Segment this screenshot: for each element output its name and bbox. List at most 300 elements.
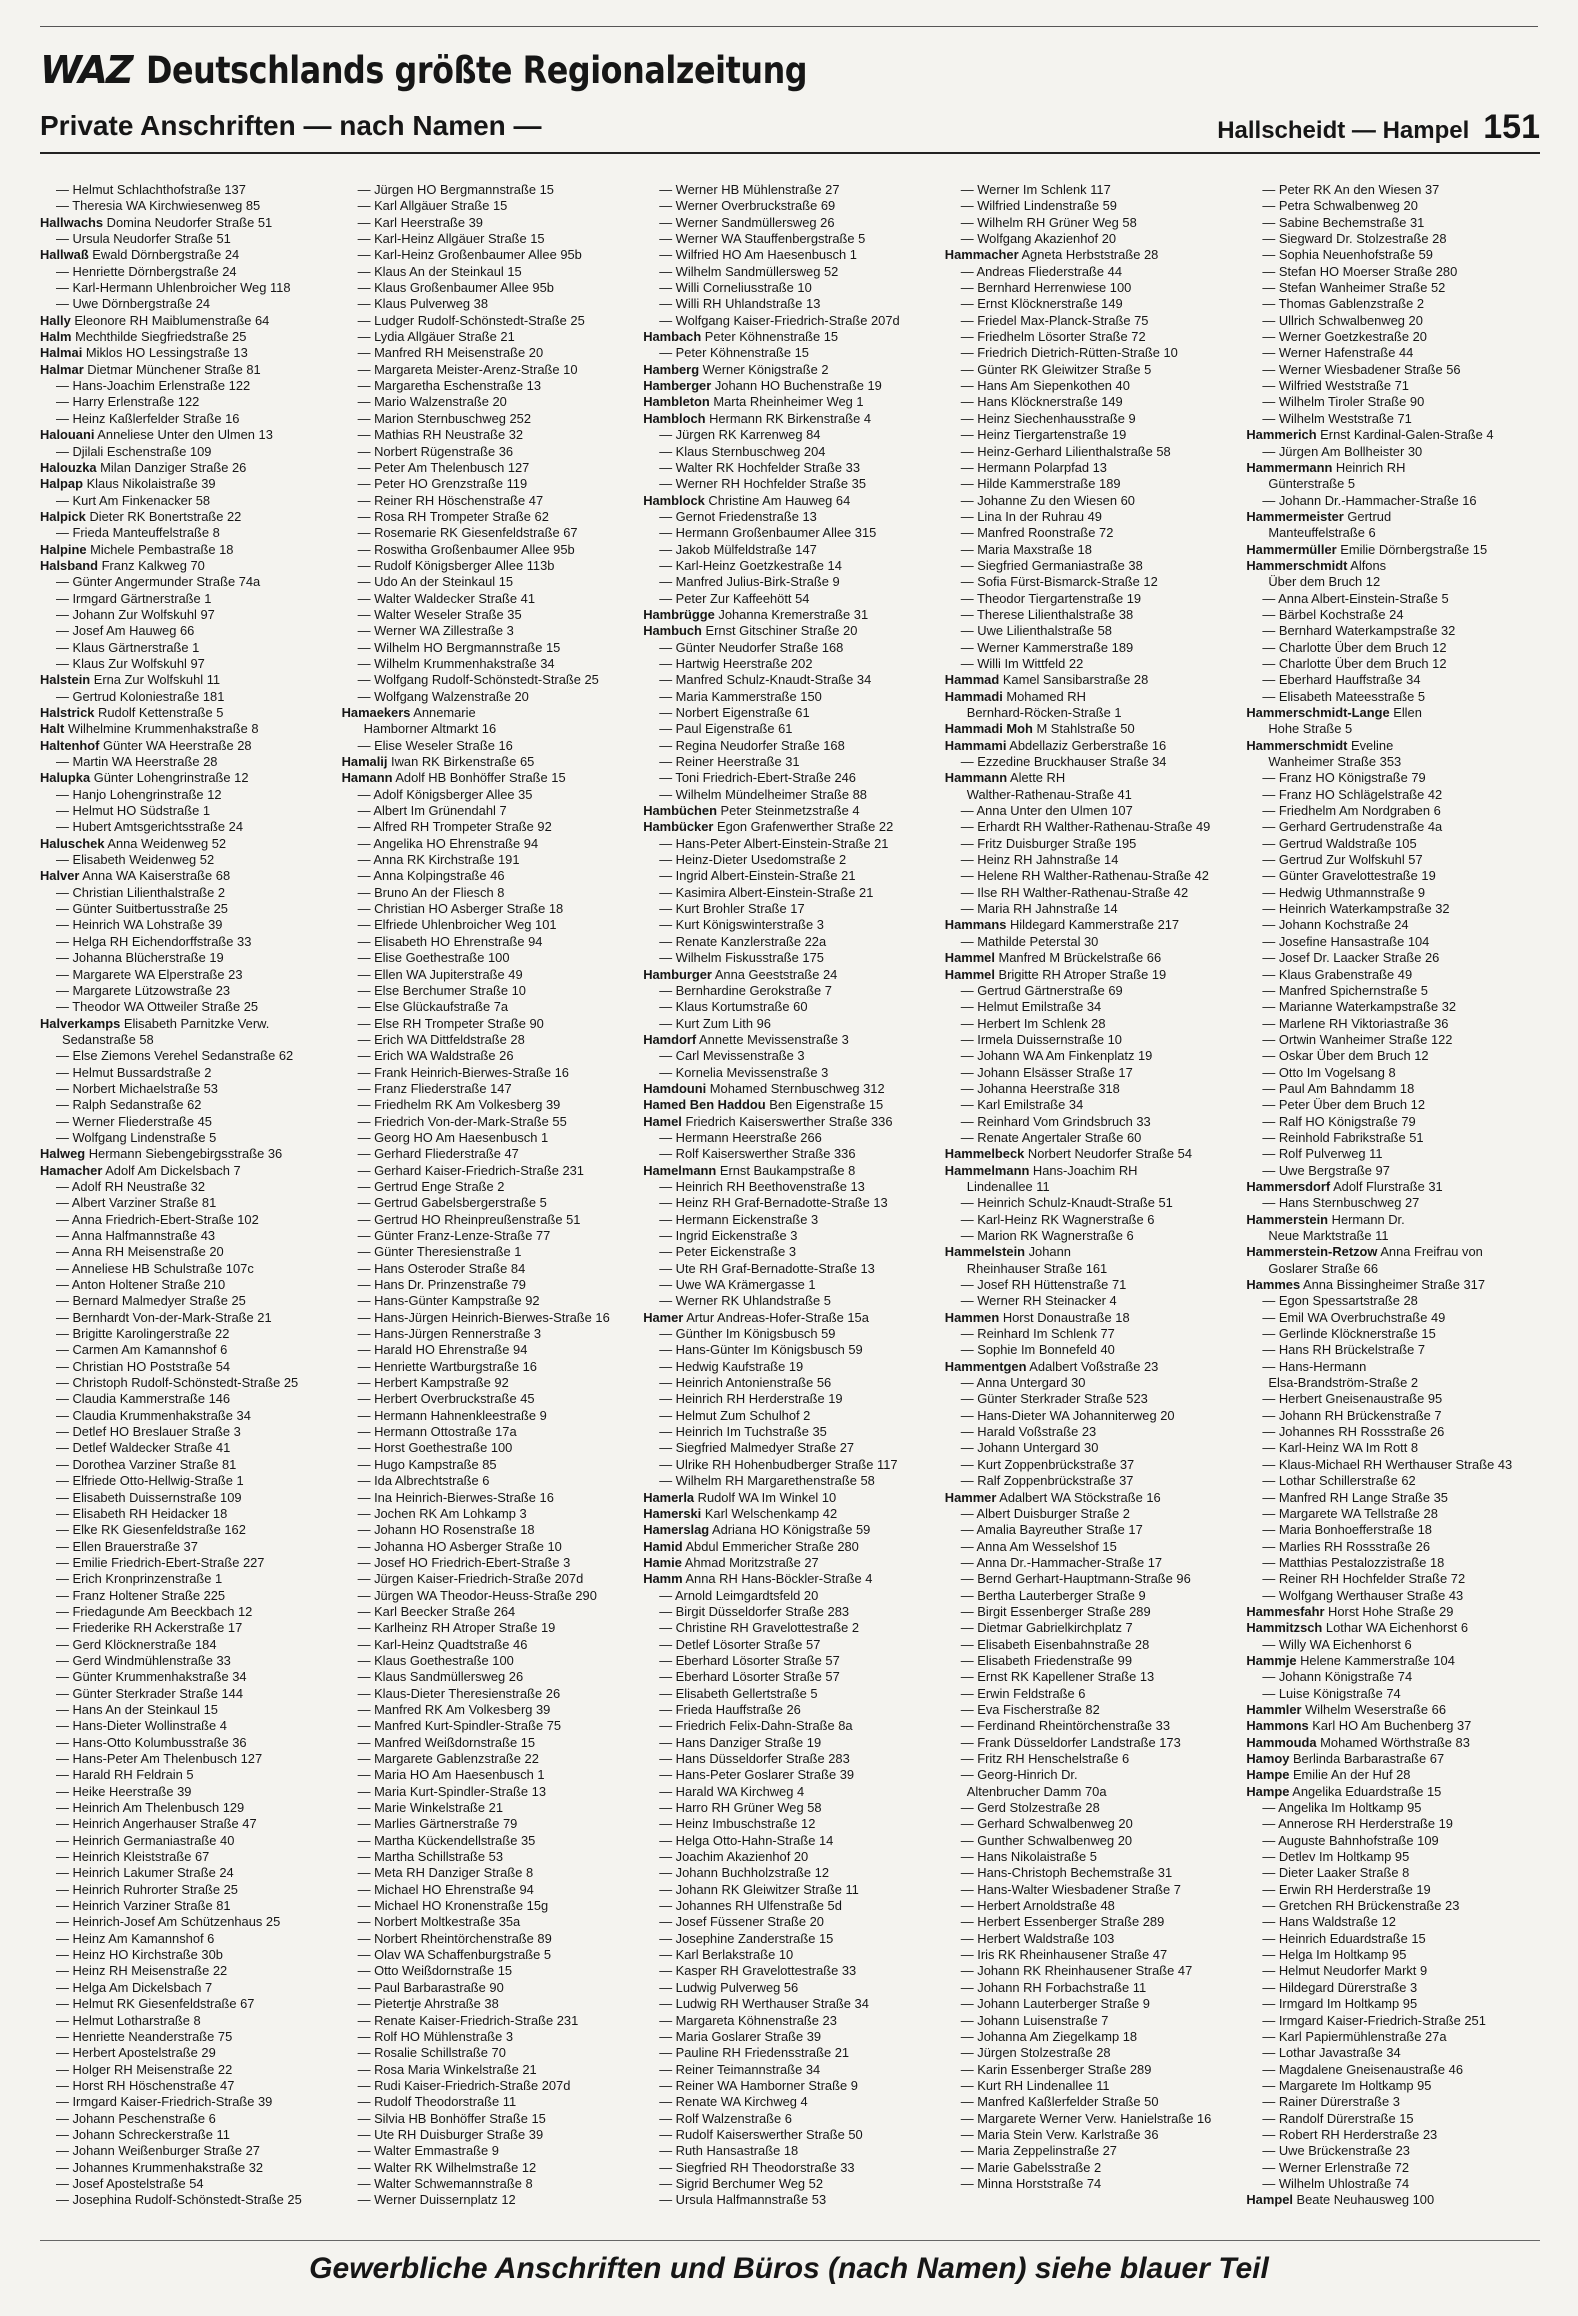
directory-entry: [643, 803, 937, 819]
directory-entry: — Helmut Neudorfer Markt 9: [1262, 1963, 1428, 1979]
directory-entry: — Gerhard Fliederstraße 47: [357, 1146, 519, 1162]
directory-entry: — Charlotte Über dem Bruch 12: [1262, 639, 1447, 655]
directory-entry: — Werner Overbruckstraße 69: [659, 198, 836, 214]
entry-details: Peter Steinmetzstraße 4: [716, 803, 860, 819]
directory-entry: — Josephina Rudolf-Schönstedt-Straße 25: [56, 2192, 302, 2208]
directory-entry: — Christian Lilienthalstraße 2: [56, 884, 226, 900]
directory-entry: — Heinz Imbuschstraße 12: [659, 1816, 816, 1832]
directory-entry: — Günter Franz-Lenze-Straße 77: [357, 1228, 551, 1243]
directory-entry: Hamborner Altmarkt 16: [363, 721, 497, 737]
directory-entry: — Günter Theresienstraße 1: [357, 1244, 522, 1260]
directory-entry: — Werner Goetzkestraße 20: [1262, 329, 1427, 345]
entry-details: Emilie Dörnbergstraße 15: [1336, 541, 1488, 557]
directory-entry: — Olav WA Schaffenburgstraße 5: [357, 1947, 552, 1963]
directory-entry: — Ute RH Duisburger Straße 39: [357, 2126, 544, 2142]
directory-entry: — Ina Heinrich-Bierwes-Straße 16: [357, 1489, 554, 1505]
section-title: Private Anschriften — nach Namen —: [40, 110, 542, 141]
directory-entry: — Klaus Sternbuschweg 204: [659, 443, 826, 459]
directory-entry: — Hans Düsseldorfer Straße 283: [659, 1751, 850, 1766]
directory-entry: [643, 623, 937, 639]
directory-entry: [945, 770, 1239, 786]
page-range-block: [1217, 108, 1540, 147]
directory-entry: — Christine RH Gravelottestraße 2: [659, 1620, 860, 1636]
surname: Hammouda: [1246, 1734, 1317, 1750]
directory-entry: — Heinz Kaßlerfelder Straße 16: [56, 410, 240, 426]
directory-entry: — Renate WA Kirchweg 4: [659, 2094, 808, 2110]
directory-entry: [643, 819, 937, 835]
directory-entry: — Jakob Mülfeldstraße 147: [659, 541, 817, 557]
directory-entry: — Theresia WA Kirchwiesenweg 85: [56, 198, 261, 214]
directory-entry: — Karl Emilstraße 34: [960, 1097, 1084, 1113]
directory-entry: — Ernst RK Kapellener Straße 13: [960, 1669, 1155, 1685]
directory-entry: — Heinrich Antonienstraße 56: [659, 1375, 832, 1391]
directory-entry: — Heinrich WA Lohstraße 39: [56, 917, 223, 933]
directory-entry: — Karl Heerstraße 39: [357, 214, 483, 230]
directory-entry: — Irmgard Kaiser-Friedrich-Straße 251: [1262, 2012, 1486, 2028]
surname: Halverkamps: [40, 1015, 121, 1031]
entry-details: Ernst Baukampstraße 8: [716, 1162, 856, 1178]
directory-entry: [40, 329, 334, 345]
directory-entry: — Helmut HO Südstraße 1: [56, 803, 211, 819]
directory-entry: — Gerlinde Klöcknerstraße 15: [1262, 1326, 1436, 1342]
directory-entry: — Heinrich Waterkampstraße 32: [1262, 901, 1450, 917]
directory-entry: — Hans Osteroder Straße 84: [357, 1260, 526, 1276]
directory-entry: — Margaretha Eschenstraße 13: [357, 378, 542, 394]
surname: Hallwachs: [40, 214, 104, 230]
directory-entry: Elsa-Brandström-Straße 2: [1268, 1375, 1419, 1391]
directory-entry: — Manfred RH Lange Straße 35: [1262, 1489, 1448, 1505]
directory-entry: — Ullrich Schwalbenweg 20: [1262, 312, 1423, 328]
directory-entry: — Andreas Fliederstraße 44: [960, 263, 1122, 279]
directory-entry: — Brigitte Karolingerstraße 22: [56, 1326, 230, 1342]
directory-entry: — Franz Fliederstraße 147: [357, 1080, 512, 1096]
directory-entry: — Christian HO Poststraße 54: [56, 1358, 231, 1374]
directory-entry: — Elisabeth Mateesstraße 5: [1262, 688, 1426, 704]
directory-entry: — Joachim Akazienhof 20: [659, 1849, 809, 1865]
directory-entry: — Hildegard Dürerstraße 3: [1262, 1979, 1418, 1995]
directory-entry: — Marie Winkelstraße 21: [357, 1800, 504, 1816]
directory-entry: — Peter HO Grenzstraße 119: [357, 476, 528, 492]
directory-entry: — Helga Am Dickelsbach 7: [56, 1979, 213, 1995]
directory-entry: [40, 672, 334, 688]
directory-entry: — Margarete Werner Verw. Hanielstraße 16: [960, 2110, 1212, 2126]
directory-entry: — Magdalene Gneisenaustraße 46: [1262, 2061, 1464, 2077]
directory-entry: — Kurt RH Lindenallee 11: [960, 2077, 1110, 2093]
entry-details: Wilhelmine Krummenhakstraße 8: [64, 721, 259, 737]
directory-entry: — Elisabeth Eisenbahnstraße 28: [960, 1636, 1150, 1652]
directory-entry: — Norbert Eigenstraße 61: [659, 705, 810, 720]
directory-entry: — Walter RK Hochfelder Straße 33: [659, 459, 861, 475]
directory-entry: [643, 411, 937, 427]
directory-entry: — Frieda Hauffstraße 26: [659, 1701, 801, 1717]
directory-entry: — Heinz RH Jahnstraße 14: [960, 852, 1119, 868]
directory-entry: — Pietertje Ahrstraße 38: [357, 1996, 499, 2012]
directory-entry: — Johanna Heerstraße 318: [960, 1080, 1120, 1096]
surname: Hammerstein: [1246, 1211, 1329, 1227]
directory-entry: — Josef RH Hüttenstraße 71: [960, 1277, 1127, 1293]
directory-entry: — Johann Elsässer Straße 17: [960, 1064, 1133, 1080]
directory-entry: [40, 868, 334, 884]
directory-entry: — Friederike RH Ackerstraße 17: [56, 1620, 243, 1636]
directory-entry: [40, 313, 334, 329]
directory-entry: — Rolf Kaiserswerther Straße 336: [659, 1146, 856, 1162]
entry-details: Ernst Gitschiner Straße 20: [701, 623, 858, 639]
directory-entry: — Johann Dr.-Hammacher-Straße 16: [1262, 492, 1477, 508]
directory-entry: — Thomas Gablenzstraße 2: [1262, 296, 1425, 312]
directory-entry: — Friedagunde Am Beeckbach 12: [56, 1603, 253, 1619]
directory-entry: — Gertrud Gärtnerstraße 69: [960, 982, 1123, 998]
surname: Hammerschmidt: [1246, 557, 1348, 573]
directory-entry: — Hans Sternbuschweg 27: [1262, 1195, 1420, 1211]
directory-entry: — Josef Am Hauweg 66: [56, 623, 195, 639]
directory-entry: [945, 721, 1239, 737]
directory-entry: — Josefine Hansastraße 104: [1262, 933, 1430, 949]
entry-details: Adolf Flurstraße 31: [1330, 1178, 1443, 1194]
directory-entry: — Lothar Javastraße 34: [1262, 2045, 1401, 2061]
entry-details: Mechthilde Siegfriedstraße 25: [71, 329, 247, 345]
surname: Hamberg: [643, 361, 700, 377]
directory-entry: — Heinz HO Kirchstraße 30b: [56, 1947, 223, 1963]
directory-entry: — Heinrich Varziner Straße 81: [56, 1898, 231, 1914]
page-number: 151: [1483, 108, 1540, 146]
directory-entry: [945, 1310, 1239, 1326]
top-rule: [40, 26, 1538, 27]
entry-details: Anna WA Kaiserstraße 68: [79, 868, 231, 884]
directory-entry: — Margareta Köhnenstraße 23: [659, 2012, 837, 2028]
entry-details: Alette RH: [1007, 770, 1066, 786]
directory-entry: — Holger RH Meisenstraße 22: [56, 2061, 233, 2077]
entry-details: Egon Grafenwerther Straße 22: [713, 819, 894, 835]
directory-entry: [1246, 705, 1540, 721]
directory-entry: — Heinz Tiergartenstraße 19: [960, 427, 1127, 443]
directory-entry: — Theodor WA Ottweiler Straße 25: [56, 999, 259, 1015]
entry-details: Abdellaziz Gerberstraße 16: [1006, 737, 1167, 753]
entry-details: Anna RH Hans-Böckler-Straße 4: [682, 1571, 873, 1587]
directory-entry: — Gertrud Enge Straße 2: [357, 1178, 505, 1194]
directory-entry: — Hans-Peter Goslarer Straße 39: [659, 1767, 855, 1783]
entry-details: Alfons: [1347, 557, 1387, 573]
directory-entry: — Helmut Zum Schulhof 2: [659, 1407, 811, 1423]
directory-entry: [643, 362, 937, 378]
directory-entry: — Michael HO Kronenstraße 15g: [357, 1898, 549, 1914]
directory-entry: [1246, 1751, 1540, 1767]
directory-entry: — Maria HO Am Haesenbusch 1: [357, 1767, 545, 1783]
directory-entry: — Bernhardt Von-der-Mark-Straße 21: [56, 1309, 272, 1325]
directory-entry: — Gretchen RH Brückenstraße 23: [1262, 1898, 1460, 1914]
directory-entry: — Christian HO Asberger Straße 18: [357, 901, 564, 917]
directory-entry: — Karl-Heinz Großenbaumer Allee 95b: [357, 247, 582, 263]
surname: Hamer: [643, 1309, 684, 1325]
directory-entry: — Günter Gravelottestraße 19: [1262, 868, 1436, 884]
directory-entry: — Gerd Windmühlenstraße 33: [56, 1652, 231, 1668]
directory-entry: [643, 1163, 937, 1179]
directory-entry: [1246, 1735, 1540, 1751]
directory-entry: — Werner RK Uhlandstraße 5: [659, 1293, 831, 1309]
directory-entry: — Manfred Schulz-Knaudt-Straße 34: [659, 672, 872, 688]
directory-entry: — Petra Schwalbenweg 20: [1262, 198, 1418, 214]
directory-entry: — Hans An der Steinkaul 15: [56, 1701, 218, 1717]
directory-entry: [40, 558, 334, 574]
directory-entry: — Walter Weseler Straße 35: [357, 606, 522, 622]
directory-entry: [40, 738, 334, 754]
directory-entry: [1246, 1212, 1540, 1228]
directory-entry: — Maria RH Jahnstraße 14: [960, 901, 1118, 917]
directory-entry: — Friedrich Dietrich-Rütten-Straße 10: [960, 345, 1178, 361]
directory-entry: — Paul Eigenstraße 61: [659, 721, 793, 737]
surname: Hamelmann: [643, 1162, 717, 1178]
directory-entry: — Johanna Blücherstraße 19: [56, 950, 224, 966]
directory-entry: — Josef Dr. Laacker Straße 26: [1262, 950, 1440, 966]
directory-entry: — Kasimira Albert-Einstein-Straße 21: [659, 884, 874, 900]
directory-entry: — Wolfgang Rudolf-Schönstedt-Straße 25: [357, 672, 599, 688]
directory-entry: [945, 689, 1239, 705]
directory-entry: — Uwe Dörnbergstraße 24: [56, 296, 211, 312]
directory-entry: — Luise Königstraße 74: [1262, 1685, 1401, 1701]
directory-entry: — Manfred Julius-Birk-Straße 9: [659, 574, 840, 590]
directory-entry: — Ellen Brauerstraße 37: [56, 1538, 198, 1554]
entry-details: Beate Neuhausweg 100: [1292, 2192, 1435, 2208]
surname: Hamid: [643, 1538, 683, 1554]
directory-entry: [643, 1114, 937, 1130]
directory-entry: — Klaus Gärtnerstraße 1: [56, 639, 200, 655]
directory-entry: — Karlheinz RH Atroper Straße 19: [357, 1620, 556, 1636]
directory-entry: — Heinrich Germaniastraße 40: [56, 1832, 235, 1848]
directory-entry: Manteuffelstraße 6: [1268, 525, 1376, 541]
directory-entry: — Auguste Bahnhofstraße 109: [1262, 1832, 1439, 1848]
directory-entry: — Friedrich Von-der-Mark-Straße 55: [357, 1113, 567, 1129]
directory-entry: Lindenallee 11: [966, 1178, 1050, 1194]
entry-details: Milan Danziger Straße 26: [96, 459, 247, 475]
directory-entry: — Herbert Waldstraße 103: [960, 1930, 1115, 1946]
directory-entry: — Irmgard Im Holtkamp 95: [1262, 1996, 1418, 2012]
directory-entry: — Charlotte Über dem Bruch 12: [1262, 655, 1447, 671]
surname: Hammen: [944, 1309, 1000, 1325]
directory-entry: — Werner Erlenstraße 72: [1262, 2159, 1409, 2175]
directory-entry: — Wilhelm RH Grüner Weg 58: [960, 214, 1137, 230]
directory-entry: — Herbert Essenberger Straße 289: [960, 1914, 1165, 1930]
surname: Halpine: [40, 541, 87, 557]
surname: Hambloch: [643, 410, 706, 426]
surname: Hamblock: [643, 492, 705, 508]
directory-entry: — Hans-Hermann: [1262, 1358, 1367, 1374]
column-4: [945, 182, 1239, 2230]
directory-entry: — Heinrich Im Tuchstraße 35: [659, 1424, 827, 1440]
directory-entry: — Marie Gabelsstraße 2: [960, 2159, 1102, 2175]
directory-entry: Walther-Rathenau-Straße 41: [966, 786, 1132, 802]
directory-entry: — Ida Albrechtstraße 6: [357, 1473, 490, 1489]
surname: Hammons: [1246, 1718, 1309, 1734]
directory-entry: — Klaus Pulverweg 38: [357, 296, 488, 312]
entry-details: Anneliese Unter den Ulmen 13: [94, 427, 273, 443]
directory-entry: [1246, 1277, 1540, 1293]
directory-entry: — Klaus Sandmüllersweg 26: [357, 1669, 524, 1685]
entry-details: Anna Freifrau von: [1377, 1244, 1483, 1260]
directory-entry: — Bernhard Waterkampstraße 32: [1262, 623, 1456, 639]
surname: Hammermann: [1246, 459, 1333, 475]
entry-details: Angelika Eduardstraße 15: [1289, 1783, 1442, 1799]
directory-entry: [40, 705, 334, 721]
directory-entry: — Egon Spessartstraße 28: [1262, 1293, 1418, 1309]
directory-entry: — Siegfried Germaniastraße 38: [960, 557, 1143, 573]
directory-entry: — Martha Schillstraße 53: [357, 1849, 504, 1865]
entry-details: Adolf HB Bonhöffer Straße 15: [392, 770, 566, 786]
directory-entry: — Elfriede Uhlenbroicher Weg 101: [357, 917, 557, 933]
directory-entry: — Elisabeth RH Heidacker 18: [56, 1505, 228, 1521]
directory-entry: [643, 1097, 937, 1113]
directory-entry: — Hans-Günter Kampstraße 92: [357, 1293, 540, 1309]
entry-details: Mohamed Sternbuschweg 312: [706, 1080, 885, 1096]
directory-entry: — Günter Sterkrader Straße 523: [960, 1391, 1148, 1407]
directory-entry: — Ralph Sedanstraße 62: [56, 1097, 202, 1113]
directory-entry: — Angelika HO Ehrenstraße 94: [357, 835, 539, 851]
surname: Hamaekers: [341, 705, 411, 720]
surname: Hamann: [341, 770, 393, 786]
directory-entry: — Ezzedine Bruckhauser Straße 34: [960, 754, 1167, 770]
directory-entry: — Herbert Gneisenaustraße 95: [1262, 1391, 1443, 1407]
directory-entry: — Günter Neudorfer Straße 168: [659, 639, 844, 655]
directory-entry: — Henriette Dörnbergstraße 24: [56, 263, 237, 279]
directory-entry: — Johann Königstraße 74: [1262, 1669, 1413, 1685]
directory-entry: — Karl Allgäuer Straße 15: [357, 198, 508, 214]
surname: Hambuch: [643, 623, 702, 639]
surname: Hammel: [944, 950, 995, 966]
surname: Hallwaß: [40, 247, 89, 263]
surname: Halstein: [40, 672, 91, 688]
directory-entry: — Hans Nikolaistraße 5: [960, 1849, 1097, 1865]
directory-entry: [643, 394, 937, 410]
surname: Hammerschmidt-Lange: [1246, 705, 1390, 720]
directory-entry: [40, 770, 334, 786]
directory-entry: — Heinrich Am Thelenbusch 129: [56, 1800, 245, 1816]
directory-entry: — Adolf RH Neustraße 32: [56, 1178, 206, 1194]
directory-entry: — Wilfried Lindenstraße 59: [960, 198, 1117, 214]
directory-entry: — Manfred Weißdornstraße 15: [357, 1734, 536, 1750]
directory-entry: — Sigrid Berchumer Weg 52: [659, 2175, 824, 2191]
surname: Hammelbeck: [944, 1146, 1025, 1162]
surname: Hamdouni: [643, 1080, 707, 1096]
surname: Haluschek: [40, 835, 105, 851]
directory-entry: — Klaus Großenbaumer Allee 95b: [357, 280, 554, 296]
directory-entry: — Robert RH Herderstraße 23: [1262, 2126, 1438, 2142]
directory-entry: — Dietmar Gabrielkirchplatz 7: [960, 1620, 1133, 1636]
directory-entry: — Bernhardine Gerokstraße 7: [659, 982, 832, 998]
directory-entry: — Gerhard Kaiser-Friedrich-Straße 231: [357, 1162, 584, 1178]
directory-entry: — Josef Füssener Straße 20: [659, 1914, 824, 1930]
directory-entry: — Hermann Großenbaumer Allee 315: [659, 525, 877, 541]
entry-details: Domina Neudorfer Straße 51: [103, 214, 273, 230]
surname: Hambach: [643, 329, 702, 345]
directory-entry: — Hedwig Kaufstraße 19: [659, 1358, 804, 1374]
directory-entry: [643, 1506, 937, 1522]
directory-entry: — Werner Im Schlenk 117: [960, 182, 1111, 197]
directory-entry: — Toni Friedrich-Ebert-Straße 246: [659, 770, 856, 786]
entry-details: Ewald Dörnbergstraße 24: [88, 247, 240, 263]
column-1: [40, 182, 334, 2230]
surname: Hammitzsch: [1246, 1620, 1323, 1636]
directory-entry: — Erich WA Dittfeldstraße 28: [357, 1031, 525, 1047]
directory-entry: — Manfred Spichernstraße 5: [1262, 982, 1428, 998]
directory-entry: [945, 1244, 1239, 1260]
directory-entry: — Helmut RK Giesenfeldstraße 67: [56, 1996, 255, 2012]
directory-entry: [1246, 1767, 1540, 1783]
directory-entry: Über dem Bruch 12: [1268, 574, 1381, 590]
directory-entry: — Siegfried Malmedyer Straße 27: [659, 1440, 855, 1456]
directory-entry: — Helmut Schlachthofstraße 137: [56, 182, 246, 197]
directory-entry: — Jürgen WA Theodor-Heuss-Straße 290: [357, 1587, 597, 1603]
directory-entry: [1246, 1244, 1540, 1260]
directory-entry: — Margarete Gablenzstraße 22: [357, 1751, 539, 1766]
directory-entry: — Djilali Eschenstraße 109: [56, 443, 212, 459]
directory-entry: — Else Berchumer Straße 10: [357, 982, 526, 998]
directory-entry: — Otto Im Vogelsang 8: [1262, 1064, 1396, 1080]
directory-entry: — Walter RK Wilhelmstraße 12: [357, 2159, 537, 2175]
directory-entry: — Annerose RH Herderstraße 19: [1262, 1816, 1453, 1832]
directory-entry: [945, 1146, 1239, 1162]
directory-entry: — Paul Am Bahndamm 18: [1262, 1080, 1415, 1096]
directory-entry: — Christoph Rudolf-Schönstedt-Straße 25: [56, 1375, 299, 1391]
entry-details: Heinrich RH: [1332, 459, 1406, 475]
entry-details: Werner Königstraße 2: [699, 361, 829, 377]
directory-entry: — Birgit Essenberger Straße 289: [960, 1603, 1151, 1619]
directory-entry: — Sofia Fürst-Bismarck-Straße 12: [960, 574, 1158, 590]
directory-entry: — Emil WA Overbruchstraße 49: [1262, 1309, 1446, 1325]
directory-entry: — Anna Kolpingstraße 46: [357, 868, 505, 884]
directory-entry: — Ludger Rudolf-Schönstedt-Straße 25: [357, 312, 585, 328]
entry-details: Iwan RK Birkenstraße 65: [387, 754, 535, 770]
directory-entry: Hohe Straße 5: [1268, 721, 1353, 737]
directory-entry: [643, 493, 937, 509]
directory-entry: — Elisabeth Weidenweg 52: [56, 852, 215, 868]
directory-entry: — Willy WA Eichenhorst 6: [1262, 1636, 1412, 1652]
directory-entry: — Fritz Duisburger Straße 195: [960, 835, 1137, 851]
surname: Hambücker: [643, 819, 714, 835]
directory-entry: — Klaus-Dieter Theresienstraße 26: [357, 1685, 561, 1701]
directory-entry: — Heinz Siechenhausstraße 9: [960, 410, 1136, 426]
directory-entry: — Reinhard Vom Grindsbruch 33: [960, 1113, 1151, 1129]
directory-entry: — Therese Lilienthalstraße 38: [960, 606, 1134, 622]
directory-entry: [40, 1016, 334, 1032]
directory-entry: — Gertrud HO Rheinpreußenstraße 51: [357, 1211, 581, 1227]
directory-entry: — Hans Waldstraße 12: [1262, 1914, 1396, 1930]
directory-entry: — Johannes RH Rossstraße 26: [1262, 1424, 1445, 1440]
entry-details: Annette Mevissenstraße 3: [696, 1031, 849, 1047]
directory-entry: — Renate Angertaler Straße 60: [960, 1129, 1142, 1145]
directory-entry: — Gunther Schwalbenweg 20: [960, 1832, 1133, 1848]
entry-details: Agneta Herbststraße 28: [1018, 247, 1159, 263]
directory-entry: — Karl-Heinz RK Wagnerstraße 6: [960, 1211, 1155, 1227]
entry-details: Horst Donaustraße 18: [999, 1309, 1130, 1325]
directory-entry: — Rainer Dürerstraße 3: [1262, 2094, 1400, 2110]
entry-details: Rudolf Kettenstraße 5: [94, 705, 224, 720]
directory-entry: — Reiner WA Hamborner Straße 9: [659, 2077, 858, 2093]
directory-entry: — Roswitha Großenbaumer Allee 95b: [357, 541, 575, 557]
directory-entry: — Herbert Overbruckstraße 45: [357, 1391, 535, 1407]
directory-entry: — Helmut Lotharstraße 8: [56, 2012, 201, 2028]
directory-entry: — Hartwig Heerstraße 202: [659, 655, 813, 671]
directory-entry: — Mathilde Peterstal 30: [960, 933, 1099, 949]
directory-entry: — Ingrid Albert-Einstein-Straße 21: [659, 868, 856, 884]
surname: Halouani: [40, 427, 95, 443]
directory-entry: — Rolf Walzenstraße 6: [659, 2110, 792, 2126]
entry-details: Adalbert Voßstraße 23: [1026, 1358, 1159, 1374]
surname: Hampe: [1246, 1767, 1290, 1783]
directory-entry: — Otto Weißdornstraße 15: [357, 1963, 513, 1979]
directory-entry: [643, 1081, 937, 1097]
directory-entry: — Marlene RH Viktoriastraße 36: [1262, 1015, 1449, 1031]
directory-entry: — Hans Dr. Prinzenstraße 79: [357, 1277, 526, 1293]
directory-entry: — Albert Duisburger Straße 2: [960, 1505, 1130, 1521]
directory-entry: — Willi Im Wittfeld 22: [960, 655, 1084, 671]
